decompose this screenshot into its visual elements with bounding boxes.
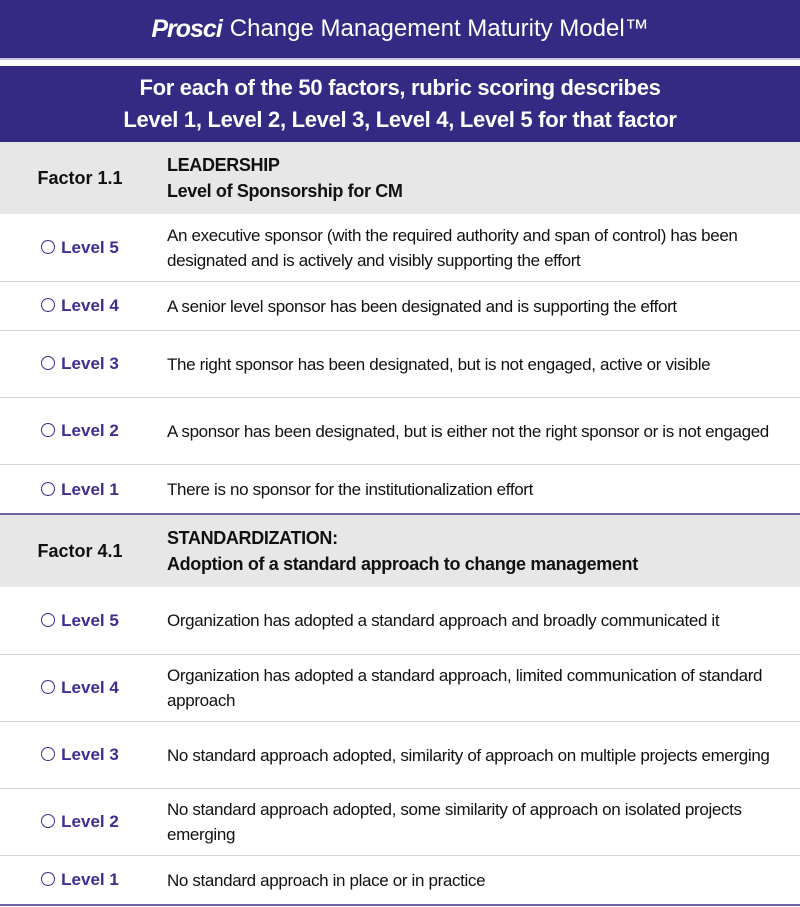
level-label: Level 2 bbox=[61, 812, 119, 831]
radio-circle-icon[interactable] bbox=[41, 298, 55, 312]
level-description: Organization has adopted a standard approach, limited communication of standard approach bbox=[167, 666, 763, 710]
level-label: Level 2 bbox=[61, 421, 119, 440]
level-label: Level 5 bbox=[61, 610, 119, 630]
level-label: Level 5 bbox=[61, 237, 119, 257]
factor-header-row bbox=[0, 142, 800, 214]
level-description: A sponsor has been designated, but is either not the right sponsor or is not engaged bbox=[167, 421, 769, 441]
radio-circle-icon[interactable] bbox=[41, 680, 55, 694]
title-banner bbox=[0, 0, 800, 58]
level-row[interactable] bbox=[0, 398, 800, 465]
subtitle-line-1: For each of the 50 factors, rubric scoring describes bbox=[139, 75, 661, 100]
level-row[interactable] bbox=[0, 465, 800, 514]
factor-name: Adoption of a standard approach to change management bbox=[167, 554, 638, 574]
level-description: The right sponsor has been designated, but is not engaged, active or visible bbox=[167, 354, 711, 374]
level-description: No standard approach adopted, similarity of approach on multiple projects emerging bbox=[167, 745, 770, 765]
level-description: A senior level sponsor has been designated and is supporting the effort bbox=[167, 296, 677, 316]
factor-label: Factor 4.1 bbox=[37, 540, 123, 561]
level-description: No standard approach adopted, some similarity of approach on isolated projects emerging bbox=[167, 800, 742, 844]
level-row[interactable] bbox=[0, 214, 800, 282]
factor-name: Level of Sponsorship for CM bbox=[167, 181, 403, 201]
level-row[interactable] bbox=[0, 587, 800, 655]
level-description: There is no sponsor for the institutionalization effort bbox=[167, 480, 533, 499]
prosci-logo: Prosci bbox=[151, 14, 222, 43]
level-label: Level 3 bbox=[61, 745, 119, 764]
radio-circle-icon[interactable] bbox=[41, 356, 55, 370]
radio-circle-icon[interactable] bbox=[41, 747, 55, 761]
factor-category: LEADERSHIP bbox=[167, 155, 280, 175]
factor-header-row bbox=[0, 513, 800, 587]
radio-circle-icon[interactable] bbox=[41, 814, 55, 828]
level-label: Level 4 bbox=[61, 678, 119, 697]
factor-category: STANDARDIZATION: bbox=[167, 528, 338, 548]
level-description: An executive sponsor (with the required authority and span of control) has been designated and is actively and visibly supporting the effort bbox=[167, 225, 738, 270]
level-row[interactable] bbox=[0, 722, 800, 789]
factor-label: Factor 1.1 bbox=[37, 167, 123, 188]
radio-circle-icon[interactable] bbox=[41, 423, 55, 437]
level-label: Level 4 bbox=[61, 296, 119, 315]
subtitle-line-2: Level 1, Level 2, Level 3, Level 4, Level 5 for that factor bbox=[123, 107, 677, 132]
subtitle-banner bbox=[0, 66, 800, 142]
radio-circle-icon[interactable] bbox=[41, 613, 55, 627]
level-row[interactable] bbox=[0, 331, 800, 398]
radio-circle-icon[interactable] bbox=[41, 240, 55, 254]
level-description: No standard approach in place or in practice bbox=[167, 870, 486, 890]
level-row[interactable] bbox=[0, 282, 800, 331]
level-row[interactable] bbox=[0, 655, 800, 722]
radio-circle-icon[interactable] bbox=[41, 482, 55, 496]
level-label: Level 1 bbox=[61, 870, 119, 889]
level-description: Organization has adopted a standard approach and broadly communicated it bbox=[167, 611, 720, 630]
level-label: Level 3 bbox=[61, 354, 119, 373]
divider bbox=[0, 58, 800, 66]
page-title: Change Management Maturity Model™ bbox=[229, 15, 649, 42]
radio-circle-icon[interactable] bbox=[41, 872, 55, 886]
level-row[interactable] bbox=[0, 789, 800, 856]
level-label: Level 1 bbox=[61, 479, 119, 499]
level-row[interactable] bbox=[0, 856, 800, 906]
